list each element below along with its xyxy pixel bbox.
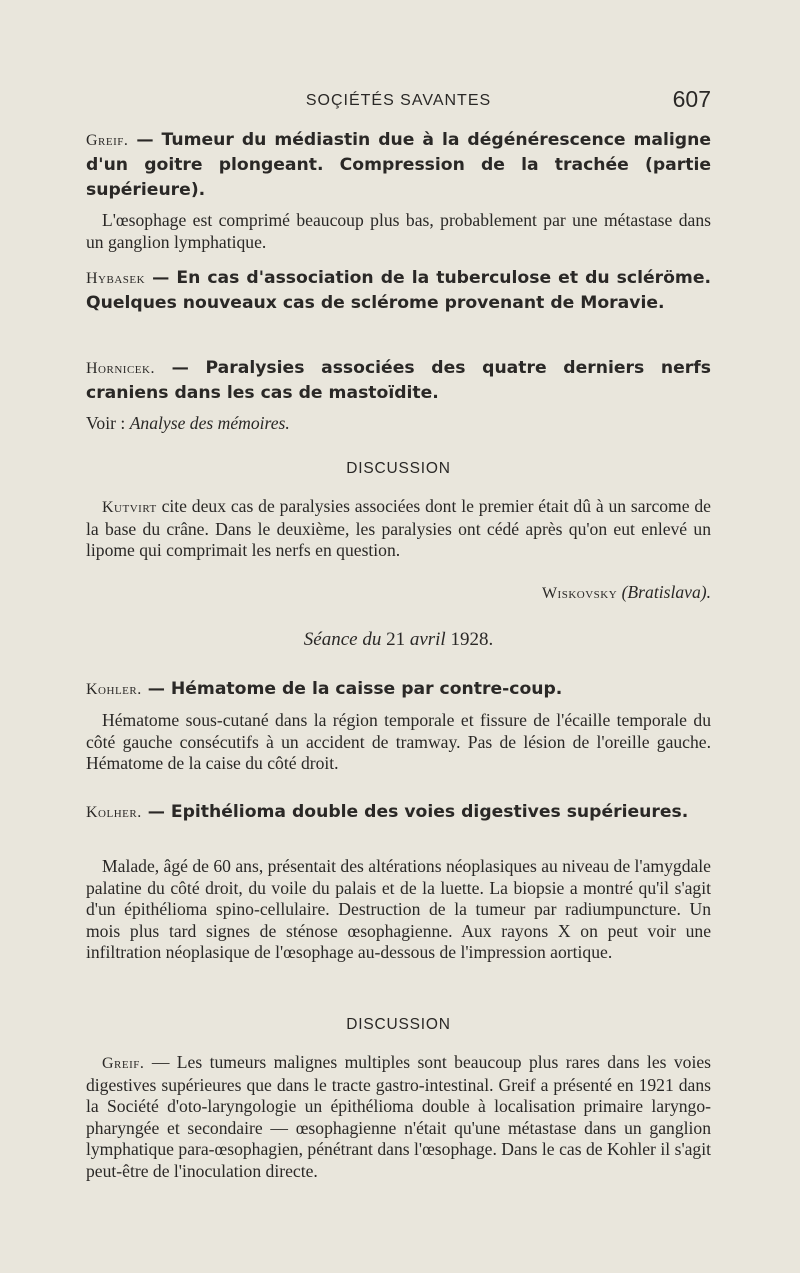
discussion-heading: DISCUSSION [346, 1016, 451, 1033]
discussion-text [86, 496, 711, 562]
entry-title: — Tumeur du médiastin due à la dégénérescence maligne d'un goitre plongeant. Compression de la trachée (partie supérieure). [86, 130, 711, 200]
entry-hornicek [86, 356, 711, 406]
signature-name: Wiskovsky [541, 585, 618, 602]
author-name: Hornicek. [86, 360, 155, 377]
entry-heading [86, 356, 711, 406]
discussion-body: cite deux cas de paralysies associées dont le premier était dû à un sarcome de la base du crâne. Dans le deuxième, les paralysies ont cédé après qu'on eut enlevé un lipome qui comprimait les nerfs en question. [86, 496, 711, 560]
signature-place: (Bratislava). [621, 582, 711, 602]
author-name: Kohler. [86, 681, 142, 698]
running-title: SOÇIÉTÉS SAVANTES [305, 92, 492, 109]
entry-heading [86, 128, 711, 203]
signature [86, 582, 711, 603]
author-name: Greif. [102, 1055, 145, 1072]
running-header [86, 86, 711, 116]
entry-title: — Epithélioma double des voies digestives supérieures. [147, 802, 689, 822]
page-number: 607 [672, 86, 711, 112]
voir-reference: Analyse des mémoires. [129, 413, 290, 433]
author-name: Kolher. [86, 804, 142, 821]
seance-label: Séance [303, 629, 358, 650]
entry-text: Hématome sous-cutané dans la région temporale et fissure de l'écaille temporale du côté gauche consécutifs à un accident de tramway. Pas de lésion de l'oreille gauche. Hématome de la caise du côté droit. [86, 710, 711, 773]
entry-kohler-hematome [86, 677, 711, 702]
entry-text: L'œsophage est comprimé beaucoup plus bas, probablement par une métastase dans un ganglion lymphatique. [86, 210, 711, 252]
voir-label: Voir : [86, 413, 126, 433]
entry-greif-tumeur [86, 128, 711, 203]
entry-title: — En cas d'association de la tuberculose et du scléröme. Quelques nouveaux cas de sclérome provenant de Moravie. [86, 268, 712, 313]
entry-heading [86, 266, 711, 316]
discussion-body: — Les tumeurs malignes multiples sont beaucoup plus rares dans les voies digestives supérieures que dans le tracte gastro-intestinal. Greif a présenté en 1921 dans la Société d'oto-laryngologie un épithélioma double à localisation primaire laryngo-pharyngée et secondaire — œsophagienne n'était qu'une métastase dans un ganglion lymphatique para-œsophagien, pénétrant dans l'œsophage. Dans le cas de Kohler il s'agit peut-être de l'inoculation directe. [86, 1052, 712, 1181]
entry-heading [86, 800, 711, 825]
author-name: Kutvirt [102, 499, 157, 516]
seance-day: 21 [386, 629, 406, 650]
seance-date [86, 629, 711, 651]
seance-year: 1928. [450, 629, 494, 650]
author-name: Hybasek [86, 270, 146, 287]
discussion-heading: DISCUSSION [346, 460, 451, 477]
entry-kohler-epithelioma [86, 800, 711, 825]
discussion-text [86, 1052, 711, 1182]
entry-text: Malade, âgé de 60 ans, présentait des altérations néoplasiques au niveau de l'amygdale palatine du côté droit, du voile du palais et de la luette. La biopsie a montré qu'il s'agit d'un épithélioma spino-cellulaire. Destruction de la tumeur par radiumpuncture. Un mois plus tard signes de sténose œsophagienne. Aux rayons X on peut voir une infiltration néoplasique de l'œsophage au-dessous de l'impression aortique. [86, 856, 711, 962]
entry-title: — Paralysies associées des quatre derniers nerfs craniens dans les cas de mastoïdite. [86, 358, 711, 403]
entry-title: — Hématome de la caisse par contre-coup. [147, 679, 563, 699]
author-name: Greif. [86, 132, 129, 149]
voir-line [86, 413, 711, 435]
entry-heading [86, 677, 711, 702]
seance-month: avril [409, 629, 446, 650]
seance-prep: du [362, 629, 382, 650]
entry-hybasek [86, 266, 711, 316]
